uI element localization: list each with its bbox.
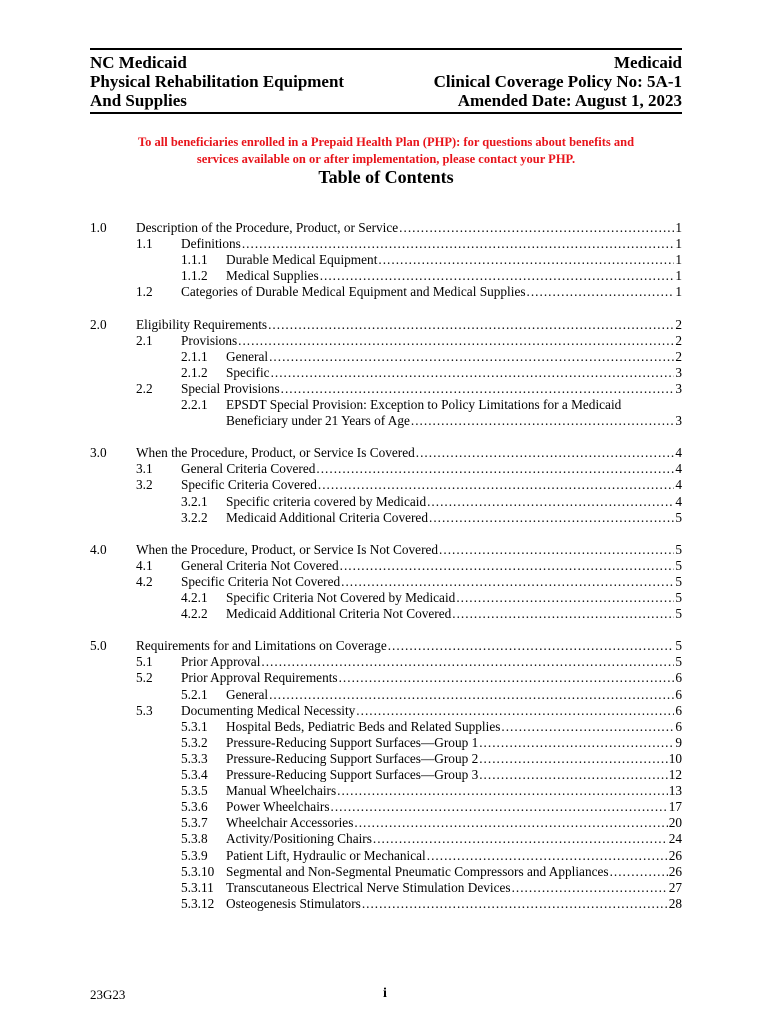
toc-entry-page: 5 [675,606,682,622]
toc-entry[interactable] [90,541,682,558]
toc-entry-page: 5 [675,590,682,605]
toc-entry[interactable] [136,477,682,493]
toc-entry-number: 5.3.6 [181,799,208,815]
footer-page-number: i [383,986,387,1001]
toc-entry-title: Power Wheelchairs [226,799,330,815]
toc-entry-number: 3.1 [136,461,153,477]
toc-entry-page: 4 [675,445,682,461]
toc-entry-number: 4.2.2 [181,606,208,622]
toc-entry-number: 5.3.7 [181,815,208,831]
toc-entry[interactable] [181,799,682,815]
toc-leader-dots [281,381,675,397]
toc-entry-title: Specific [226,364,270,380]
toc-entry-page: 24 [668,831,682,847]
toc-leader-dots [362,896,668,912]
toc-entry[interactable] [136,284,682,300]
toc-entry[interactable] [181,863,682,880]
toc-entry[interactable] [181,718,682,735]
header-policy-number: Clinical Coverage Policy No: 5A-1 [433,72,682,91]
toc-leader-dots [269,349,674,365]
toc-entry-page: 13 [668,783,682,799]
header-program: NC Medicaid [90,53,187,72]
toc-leader-dots [318,477,674,493]
toc-entry-title: Beneficiary under 21 Years of Age [226,413,410,429]
toc-entry-number: 2.1.1 [181,348,208,364]
toc-leader-dots [416,445,675,461]
toc-entry[interactable] [181,252,682,268]
toc-leader-dots [427,494,674,510]
toc-leader-dots [242,236,675,252]
toc-entry-number: 5.3.11 [181,879,214,895]
toc-entry-title: Manual Wheelchairs [226,783,337,799]
toc-entry-number: 5.3 [136,702,153,718]
toc-entry[interactable] [181,268,682,284]
toc-entry-title: Provisions [181,332,238,348]
toc-entry[interactable] [181,750,682,767]
toc-leader-dots [452,606,674,622]
toc-leader-dots [269,687,674,703]
toc-entry-title: Durable Medical Equipment [226,252,378,268]
toc-leader-dots [456,590,674,606]
toc-entry[interactable] [136,461,682,477]
toc-entry-title: Medicaid Additional Criteria Covered [226,509,428,525]
toc-entry-page: 27 [668,879,682,895]
toc-entry-page: 3 [675,380,682,396]
toc-leader-dots [341,574,674,590]
toc-entry-title: Special Provisions [181,380,280,396]
toc-entry[interactable] [181,348,682,365]
toc-entry-title: Pressure-Reducing Support Surfaces—Group 1 [226,734,479,750]
toc-leader-dots [427,848,668,864]
toc-entry-page: 3 [675,364,682,380]
toc-entry-title: Activity/Positioning Chairs [226,831,372,847]
toc-entry-page: 1 [675,236,682,252]
toc-entry[interactable] [181,364,682,381]
toc-leader-dots [610,864,668,880]
toc-entry[interactable] [136,702,682,719]
toc-leader-dots [479,751,667,767]
toc-entry[interactable] [90,220,682,236]
header-policy-name-line1: Physical Rehabilitation Equipment [90,72,345,91]
toc-entry-page: 5 [675,557,682,573]
toc-entry-page: 5 [675,638,682,654]
toc-entry-title: General Criteria Covered [181,461,316,477]
toc-entry-number: 5.3.5 [181,783,208,799]
toc-entry-title: Patient Lift, Hydraulic or Mechanical [226,847,426,863]
toc-entry-page: 5 [675,541,682,557]
toc-leader-dots [340,558,675,574]
toc-leader-dots [238,333,674,349]
toc-entry-page: 1 [675,220,682,235]
toc-entry-number: 4.2.1 [181,590,208,605]
toc-entry[interactable] [181,879,682,896]
toc-entry-title: Definitions [181,236,241,252]
toc-entry-title: Prior Approval [181,654,261,670]
toc-entry-continuation[interactable] [226,413,682,429]
toc-entry-page: 9 [675,734,682,750]
toc-entry[interactable] [181,831,682,847]
toc-leader-dots [320,268,675,284]
toc-entry-number: 2.1.2 [181,364,208,380]
toc-entry-page: 12 [668,767,682,782]
header-policy-name-line2: And Supplies [90,91,187,110]
toc-entry[interactable] [136,573,682,590]
toc-title: Table of Contents [318,167,454,187]
toc-entry-page: 1 [675,284,682,300]
toc-entry[interactable] [136,236,682,252]
toc-entry-page: 26 [668,847,682,863]
toc-entry[interactable] [90,316,682,333]
toc-leader-dots [268,317,674,333]
toc-entry-number: 4.1 [136,557,153,573]
toc-entry[interactable] [181,767,682,783]
toc-entry-number: 3.2.1 [181,493,208,509]
toc-entry-number: 1.0 [90,220,107,235]
toc-entry[interactable] [136,332,682,349]
toc-entry-title: When the Procedure, Product, or Service Is Not Covered [136,541,439,557]
toc-entry-title: Osteogenesis Stimulators [226,895,361,911]
toc-entry[interactable] [90,445,682,461]
toc-entry-page: 2 [675,332,682,348]
toc-entry-page: 26 [668,863,682,879]
toc-entry-number: 2.2.1 [181,397,208,412]
toc-entry-title: General [226,348,269,364]
toc-entry-number: 5.2 [136,670,153,686]
toc-entry-number: 3.2 [136,477,153,493]
toc-entry[interactable] [181,686,682,703]
toc-entry-page: 4 [675,493,682,509]
toc-entry-title: Specific criteria covered by Medicaid [226,493,427,509]
toc-entry-page: 6 [675,702,682,718]
toc-entry-title: Prior Approval Requirements [181,670,338,686]
toc-entry-title: General Criteria Not Covered [181,557,339,573]
toc-entry[interactable] [181,493,682,510]
toc-entry-page: 5 [675,573,682,589]
toc-entry-number: 3.2.2 [181,509,208,525]
toc-entry-number: 1.1.2 [181,268,208,284]
toc-leader-dots [271,365,675,381]
toc-entry-title: Specific Criteria Not Covered [181,573,341,589]
toc-leader-dots [337,783,668,799]
toc-entry-page: 3 [675,413,682,429]
toc-entry-title: Medical Supplies [226,268,319,284]
toc-entry-page: 6 [675,718,682,734]
toc-entry[interactable] [181,397,622,413]
toc-entry-page: 17 [668,799,682,815]
toc-entry-page: 6 [675,670,682,686]
toc-entry-page: 10 [668,750,682,766]
toc-entry-title: Wheelchair Accessories [226,815,354,831]
toc-entry[interactable] [136,380,682,397]
header-agency: Medicaid [614,53,682,72]
toc-entry[interactable] [181,734,682,751]
toc-entry-number: 5.3.1 [181,718,208,734]
toc-entry-title: Requirements for and Limitations on Coverage [136,638,387,654]
toc-entry-page: 1 [675,252,682,268]
toc-entry-title: Eligibility Requirements [136,316,268,332]
toc-leader-dots [512,880,668,896]
toc-entry-number: 2.1 [136,332,153,348]
toc-entry[interactable] [136,670,682,686]
toc-leader-dots [378,252,674,268]
toc-leader-dots [429,510,674,526]
toc-entry-title: Pressure-Reducing Support Surfaces—Group 3 [226,767,479,782]
toc-entry-title: Specific Criteria Not Covered by Medicaid [226,590,456,605]
toc-entry[interactable] [181,815,682,831]
toc-entry-number: 5.3.4 [181,767,208,782]
toc-leader-dots [261,654,674,670]
toc-entry-number: 2.2 [136,380,153,396]
toc-entry[interactable] [181,783,682,799]
php-notice-line1: To all beneficiaries enrolled in a Prepaid Health Plan (PHP): for questions about benefits and [137,135,635,149]
toc-entry[interactable] [181,590,682,606]
toc-leader-dots [339,670,675,686]
toc-entry-number: 1.1 [136,236,153,252]
toc-entry[interactable] [181,606,682,622]
toc-entry-title: Pressure-Reducing Support Surfaces—Group 2 [226,750,479,766]
toc-entry-page: 4 [675,461,682,477]
toc-entry-title: Segmental and Non-Segmental Pneumatic Compressors and Appliances [226,863,609,879]
toc-entry-page: 20 [668,815,682,831]
php-notice-line2: services available on or after implementation, please contact your PHP. [196,152,576,166]
toc-leader-dots [388,638,675,654]
toc-entry-number: 5.3.3 [181,750,208,766]
toc-entry-page: 6 [675,686,682,702]
toc-entry-number: 4.0 [90,541,107,557]
toc-entry[interactable] [181,895,682,912]
toc-entry-number: 5.1 [136,654,153,670]
toc-entry-page: 2 [675,316,682,332]
toc-entry-number: 2.0 [90,316,107,332]
toc-entry-page: 4 [675,477,682,493]
toc-entry[interactable] [136,557,682,574]
toc-leader-dots [411,413,674,429]
toc-entry-title: General [226,686,269,702]
toc-entry-title: Transcutaneous Electrical Nerve Stimulation Devices [226,879,511,895]
toc-leader-dots [501,719,674,735]
toc-leader-dots [356,703,674,719]
toc-entry[interactable] [181,509,682,526]
toc-leader-dots [354,815,667,831]
toc-entry-number: 5.0 [90,638,107,654]
toc-entry-title: Medicaid Additional Criteria Not Covered [226,606,452,622]
toc-entry-number: 4.2 [136,573,153,589]
toc-entry-number: 5.3.8 [181,831,208,847]
toc-entry-page: 1 [675,268,682,284]
toc-entry-number: 5.3.2 [181,734,208,750]
toc-leader-dots [479,767,667,783]
toc-entry-page: 5 [675,509,682,525]
toc-entry-page: 2 [675,348,682,364]
toc-entry-number: 5.3.10 [181,863,215,879]
toc-leader-dots [479,735,674,751]
toc-entry-number: 3.0 [90,445,107,461]
toc-entry[interactable] [90,638,682,654]
toc-entry-title: Hospital Beds, Pediatric Beds and Related Supplies [226,718,501,734]
toc-entry-page: 28 [668,895,682,911]
toc-entry-number: 5.2.1 [181,686,208,702]
toc-leader-dots [399,220,674,236]
toc-entry-title: Description of the Procedure, Product, or Service [136,220,399,235]
toc-entry[interactable] [181,847,682,864]
toc-entry-title: EPSDT Special Provision: Exception to Policy Limitations for a Medicaid [226,397,622,412]
toc-entry-number: 1.1.1 [181,252,208,268]
toc-entry-title: Categories of Durable Medical Equipment and Medical Supplies [181,284,526,300]
toc-entry-page: 5 [675,654,682,670]
toc-entry-number: 5.3.9 [181,847,208,863]
toc-leader-dots [331,799,668,815]
footer-code: 23G23 [90,987,126,1002]
toc-entry-title: Documenting Medical Necessity [181,702,356,718]
toc-leader-dots [316,461,674,477]
toc-entry-number: 1.2 [136,284,153,300]
toc-leader-dots [527,284,675,300]
header-amended-date: Amended Date: August 1, 2023 [457,91,682,110]
toc-entry-title: When the Procedure, Product, or Service Is Covered [136,445,415,461]
toc-entry-number: 5.3.12 [181,895,215,911]
toc-entry-title: Specific Criteria Covered [181,477,317,493]
toc-entry[interactable] [136,654,682,670]
toc-leader-dots [439,542,674,558]
toc-leader-dots [373,831,668,847]
